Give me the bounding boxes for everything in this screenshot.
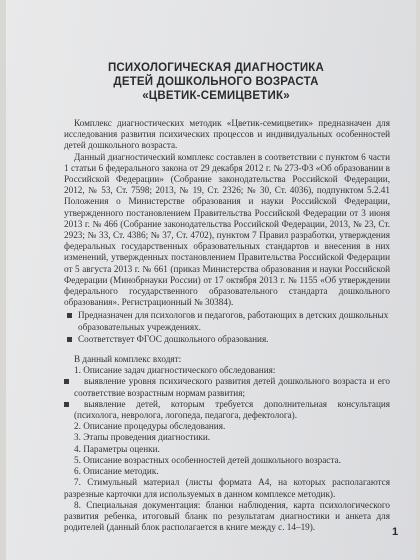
contents-item: 5. Описание возрастных особенностей детей дошкольного возраста. [74,454,341,465]
title-line-3: «ЦВЕТИК-СЕМИЦВЕТИК» [142,90,290,102]
title-line-1: ПСИХОЛОГИЧЕСКАЯ ДИАГНОСТИКА [107,62,325,74]
square-bullet-icon [67,337,72,342]
title-line-2: ДЕТЕЙ ДОШКОЛЬНОГО ВОЗРАСТА [113,76,319,88]
feature-list [64,310,390,345]
contents-item: 1. Описание задач диагностического обследования: [74,365,276,376]
contents-item: 6. Описание методик. [74,466,159,477]
square-bullet-icon [67,313,72,318]
list-item: Соответствует ФГОС дошкольного образования. [64,334,390,345]
page-number: 1 [392,526,399,538]
paragraph-legal: Данный диагностический комплекс составлен в соответствии с пунктом 6 части 1 статьи 6 федерального закона от 29 декабря 2012 г. № 273-ФЗ «Об образовании в Российской Федерации» (Собрание законодательства Российской Федерации, 2012, № 53, Ст. 7598; 2013, № 19, Ст. 2326; № 30, Ст. 4036), подпунктом 5.2.41 Положения о Министерстве образования и науки Российской Федерации, утвержденного постановлением Правительства Российской Федерации от 3 июня 2013 г. № 466 (Собрание законодательства Российской Федерации, 2013, № 23, Ст. 2923; № 33, Ст. 4386; № 37, Ст. 4702), пунктом 7 Правил разработки, утверждения федеральных государственных образовательных стандартов и внесения в них изменений, утвержденных постановлением Правительства Российской Федерации от 5 августа 2013 г. № 661 (приказ Министерства образования и науки Российской Федерации (Минобрнауки России) от 17 октября 2013 г. № 1155 «Об утверждении федерального государственного образовательного стандарта дошкольного образования». Регистрационный № 30384). [64,151,390,308]
contents-subitem: выявление уровня психического развития детей дошкольного возраста и его соответствие возрастным нормам развития; [64,376,390,398]
contents-item: 7. Стимульный материал (листы формата А4, на которых располагаются разрезные карточки для используемых в данном комплексе методик). [64,477,390,499]
contents-item: 8. Специальная документация: бланки наблюдения, карта психологического развития ребенка, итоговый бланк по результатам диагностики и анкета для родителей (данный блок располагается в книге между с. 14–19). [64,499,390,533]
body-text [64,118,390,533]
contents-item: 4. Параметры оценки. [74,443,160,454]
contents-intro: В данный комплекс входят: [74,354,182,365]
paragraph-intro: Комплекс диагностических методик «Цветик-семицветик» предназначен для исследования развития психических процессов и индивидуальных особенностей детей дошкольного возраста. [64,118,390,151]
square-bullet-icon [64,379,69,384]
contents-item: 3. Этапы проведения диагностики. [74,432,211,443]
list-item: Предназначен для психологов и педагогов, работающих в детских дошкольных образовательных учреждениях. [64,310,390,332]
square-bullet-icon [64,402,69,407]
contents-section [64,354,390,533]
book-page [6,0,416,560]
contents-subitem: выявление детей, которым требуется дополнительная консультация (психолога, невролога, логопеда, педагога, дефектолога). [64,399,390,421]
contents-item: 2. Описание процедуры обследования. [74,421,226,432]
